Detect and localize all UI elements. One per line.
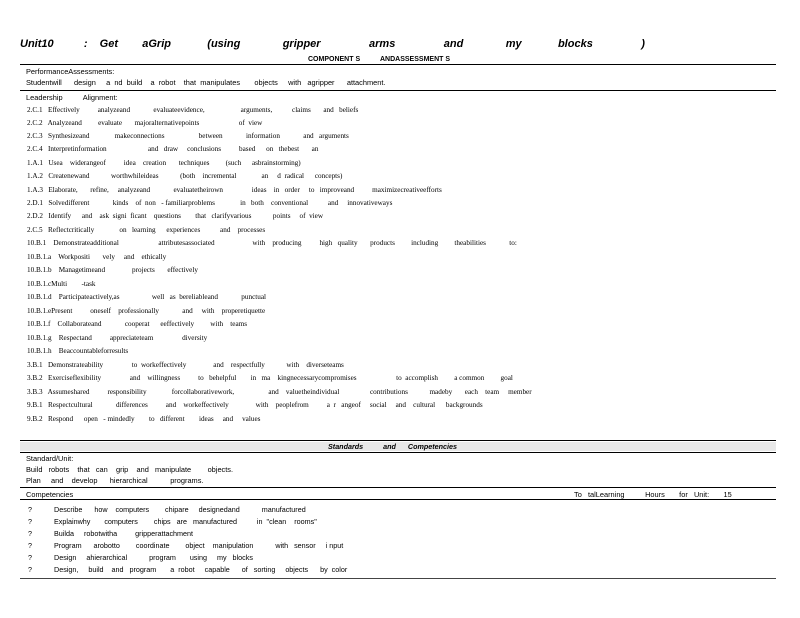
- competency-item: ? Program arobotto coordinate object manipulation with sensor i nput: [28, 541, 344, 550]
- leadership-item: 1.A.1 Usea widerangeof idea creation techniques (such asbrainstorming): [27, 159, 301, 167]
- page-title: Unit10 : Get aGrip (using gripper arms and my blocks ): [20, 38, 645, 50]
- bullet-icon: ?: [28, 541, 32, 550]
- leadership-item: 10.B.1 Demonstrateadditional attributesassociated with producing high quality products including theabilities to:: [27, 239, 517, 247]
- divider: [20, 64, 776, 65]
- assessments-header: ANDASSESSMENT S: [380, 56, 451, 63]
- leadership-item: 2.D.1 Solvedifferent kinds of non - familiarproblems in both conventional and innovativeways: [27, 199, 393, 207]
- leadership-item: 10.B.1.d Participateactively,as well as bereliableand punctual: [27, 293, 267, 301]
- leadership-item: 3.B.3 Assumeshared responsibility forcollaborativework, and valuetheindividual contributions madeby each team member: [27, 388, 532, 396]
- standard-unit-line: Build robots that can grip and manipulate objects.: [26, 465, 234, 474]
- bullet-icon: ?: [28, 517, 32, 526]
- bullet-icon: ?: [28, 565, 32, 574]
- bullet-icon: ?: [28, 529, 32, 538]
- divider: [20, 578, 776, 579]
- standard-unit-line: Plan and develop hierarchical programs.: [26, 476, 204, 485]
- divider: [20, 487, 776, 488]
- competency-item: ? Explainwhy computers chips are manufactured in "clean rooms": [28, 517, 317, 526]
- competency-item: ? Design, build and program a robot capable of sorting objects by color: [28, 565, 348, 574]
- divider: [20, 499, 776, 500]
- components-header: COMPONENT S: [308, 56, 361, 63]
- leadership-item: 2.C.3 Synthesizeand makeconnections between information and arguments: [27, 132, 349, 140]
- leadership-item: 10.B.1.a Workpositi vely and ethically: [27, 253, 167, 261]
- leadership-item: 10.B.1.b Managetimeand projects effectively: [27, 266, 198, 274]
- leadership-item: 2.C.5 Reflectcritically on learning experiences and processes: [27, 226, 266, 234]
- leadership-item: 2.C.1 Effectively analyzeand evaluateevidence, arguments, claims and beliefs: [27, 106, 359, 114]
- bullet-icon: ?: [28, 505, 32, 514]
- leadership-item: 9.B.1 Respectcultural differences and workeffectively with peoplefrom a r angeof social and cultural backgrounds: [27, 401, 483, 409]
- performance-label: PerformanceAssessments:: [26, 67, 115, 76]
- competency-item: ? Design ahierarchical program using my blocks: [28, 553, 253, 562]
- leadership-label: Leadership Alignment:: [26, 93, 118, 102]
- leadership-item: 10.B.1.ePresent oneself professionally and with properetiquette: [27, 307, 266, 315]
- divider: [20, 440, 776, 441]
- competency-item: ? Builda robotwitha gripperattachment: [28, 529, 194, 538]
- leadership-item: 10.B.1.f Collaborateand cooperat eeffectively with teams: [27, 320, 248, 328]
- performance-text: Studentwill design a nd build a robot that manipulates objects with agripper attachment.: [26, 78, 386, 87]
- leadership-item: 3.B.2 Exerciseflexibility and willingness to behelpful in ma kingnecessarycompromises to accomplish a common goal: [27, 374, 513, 382]
- total-learning-hours: To talLearning Hours for Unit: 15: [574, 490, 732, 499]
- divider: [20, 90, 776, 91]
- standard-unit-label: Standard/Unit:: [26, 454, 74, 463]
- leadership-item: 10.B.1.h Beaccountableforresults: [27, 347, 129, 355]
- competencies-label: Competencies: [26, 490, 74, 499]
- leadership-item: 2.D.2 Identify and ask signi ficant questions that clarifyvarious points of view: [27, 212, 324, 220]
- divider: [20, 452, 776, 453]
- competency-item: ? Describe how computers chipare designedand manufactured: [28, 505, 306, 514]
- leadership-item: 1.A.3 Elaborate, refine, analyzeand evaluatetheirown ideas in order to improveand maximizecreativeefforts: [27, 186, 442, 194]
- bullet-icon: ?: [28, 553, 32, 562]
- leadership-item: 2.C.2 Analyzeand evaluate majoralternativepoints of view: [27, 119, 263, 127]
- leadership-item: 2.C.4 Interpretinformation and draw conclusions based on thebest an: [27, 145, 319, 153]
- leadership-item: 9.B.2 Respond open - mindedly to different ideas and values: [27, 415, 261, 423]
- leadership-item: 3.B.1 Demonstrateability to workeffectively and respectfully with diverseteams: [27, 361, 344, 369]
- leadership-item: 10.B.1.g Respectand appreciateteam diversity: [27, 334, 208, 342]
- leadership-item: 1.A.2 Createnewand worthwhileideas (both incremental an d radical concepts): [27, 172, 343, 180]
- standards-header: Standards and Competencies: [328, 442, 458, 451]
- leadership-item: 10.B.1.cMulti -task: [27, 280, 96, 288]
